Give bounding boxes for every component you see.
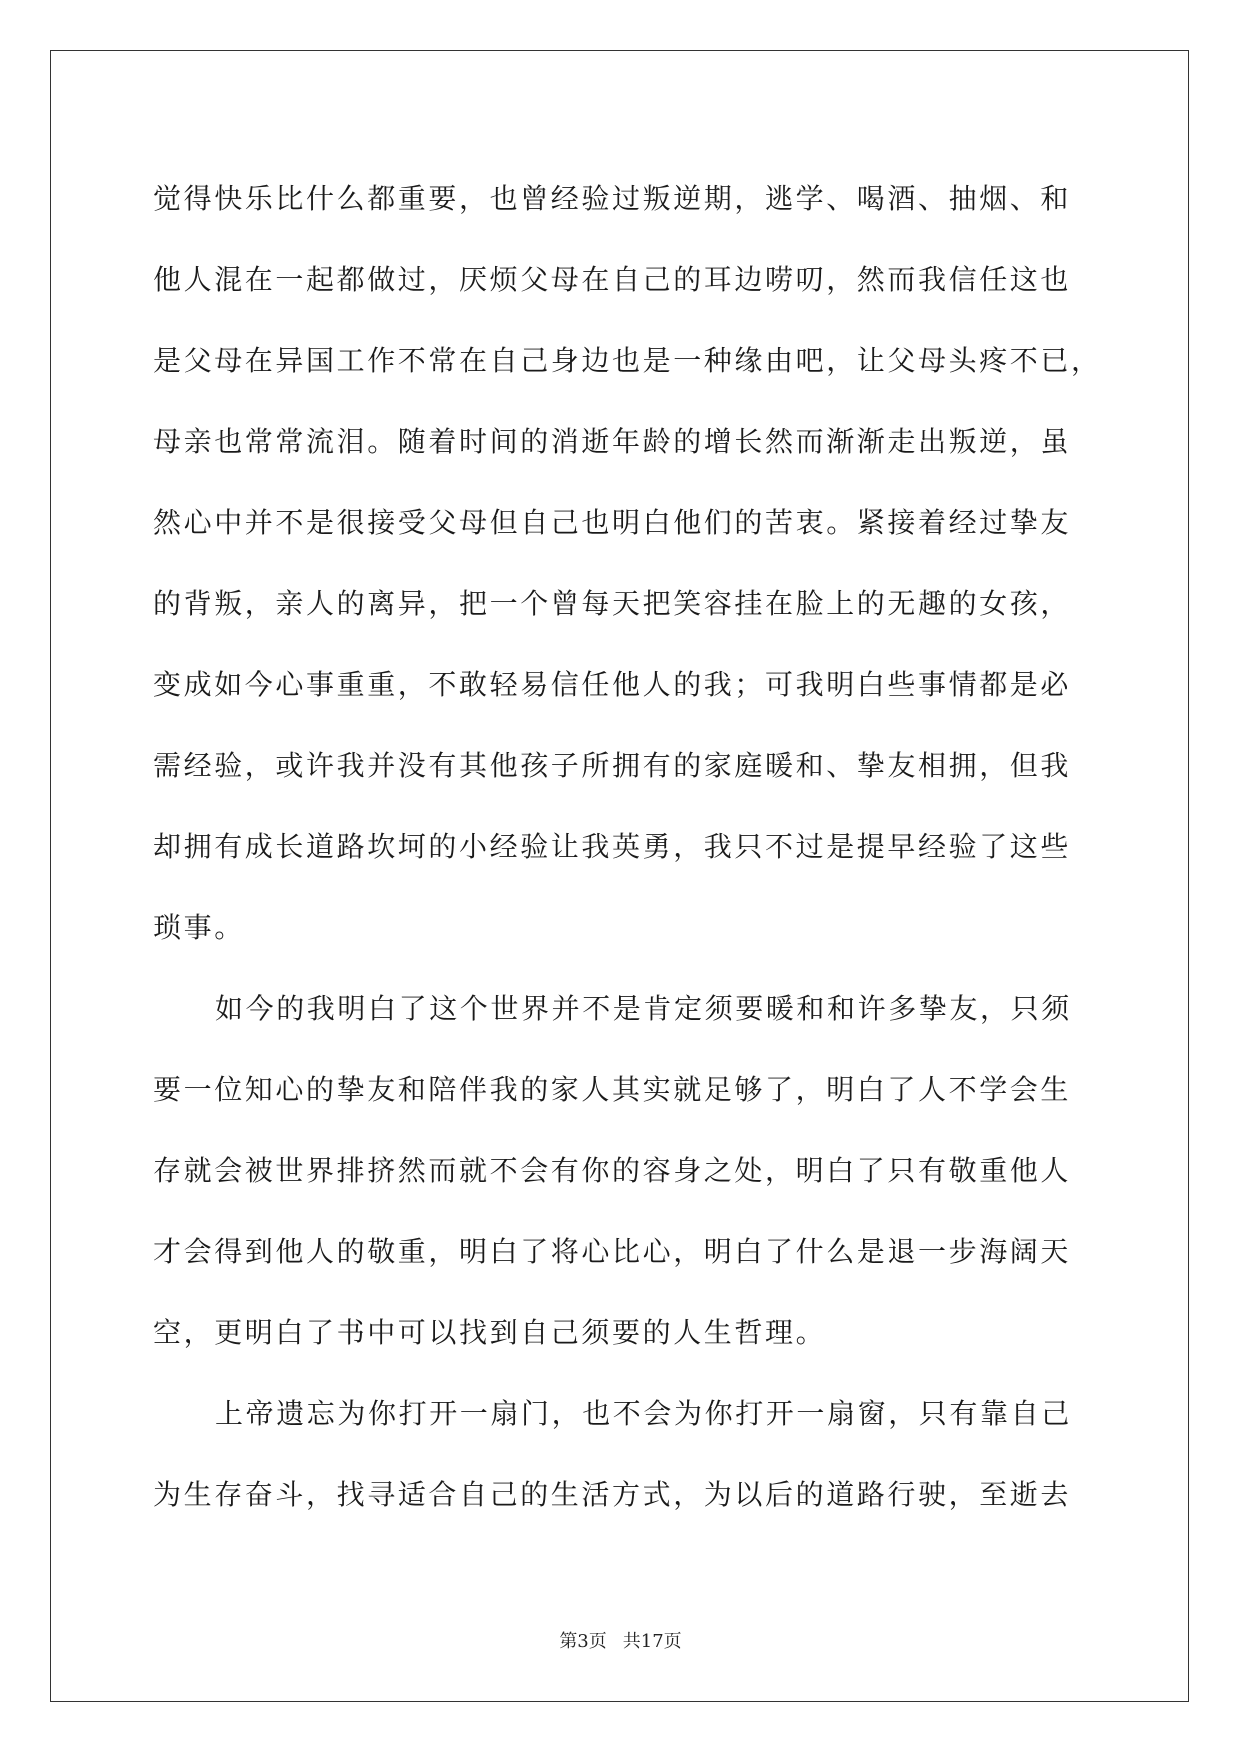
text-line: 觉得快乐比什么都重要，也曾经验过叛逆期，逃学、喝酒、抽烟、和 — [153, 182, 1072, 215]
page-total: 共17页 — [622, 1631, 682, 1652]
text-line: 空，更明白了书中可以找到自己须要的人生哲理。 — [153, 1316, 827, 1349]
text-line: 存就会被世界排挤然而就不会有你的容身之处，明白了只有敬重他人 — [153, 1154, 1072, 1187]
text-line: 才会得到他人的敬重，明白了将心比心，明白了什么是退一步海阔天 — [153, 1235, 1072, 1268]
text-line: 却拥有成长道路坎坷的小经验让我英勇，我只不过是提早经验了这些 — [153, 830, 1072, 863]
text-line: 的背叛，亲人的离异，把一个曾每天把笑容挂在脸上的无趣的女孩， — [153, 587, 1072, 620]
page-number: 第3页 — [559, 1631, 607, 1652]
text-line: 变成如今心事重重，不敢轻易信任他人的我；可我明白些事情都是必 — [153, 668, 1072, 701]
text-line: 然心中并不是很接受父母但自己也明白他们的苦衷。紧接着经过挚友 — [153, 506, 1072, 539]
text-line: 琐事。 — [153, 911, 245, 944]
paragraph-start-line: 上帝遗忘为你打开一扇门，也不会为你打开一扇窗，只有靠自己 — [215, 1397, 1072, 1430]
text-line: 要一位知心的挚友和陪伴我的家人其实就足够了，明白了人不学会生 — [153, 1073, 1072, 1106]
text-line: 是父母在异国工作不常在自己身边也是一种缘由吧，让父母头疼不已， — [153, 344, 1102, 377]
text-line: 需经验，或许我并没有其他孩子所拥有的家庭暖和、挚友相拥，但我 — [153, 749, 1072, 782]
text-line: 他人混在一起都做过，厌烦父母在自己的耳边唠叨，然而我信任这也 — [153, 263, 1072, 296]
paragraph-start-line: 如今的我明白了这个世界并不是肯定须要暖和和许多挚友，只须 — [215, 992, 1072, 1025]
text-line: 为生存奋斗，找寻适合自己的生活方式，为以后的道路行驶，至逝去 — [153, 1478, 1072, 1511]
page-footer — [0, 1630, 1241, 1654]
document-body — [153, 158, 1102, 1535]
text-line: 母亲也常常流泪。随着时间的消逝年龄的增长然而渐渐走出叛逆，虽 — [153, 425, 1072, 458]
